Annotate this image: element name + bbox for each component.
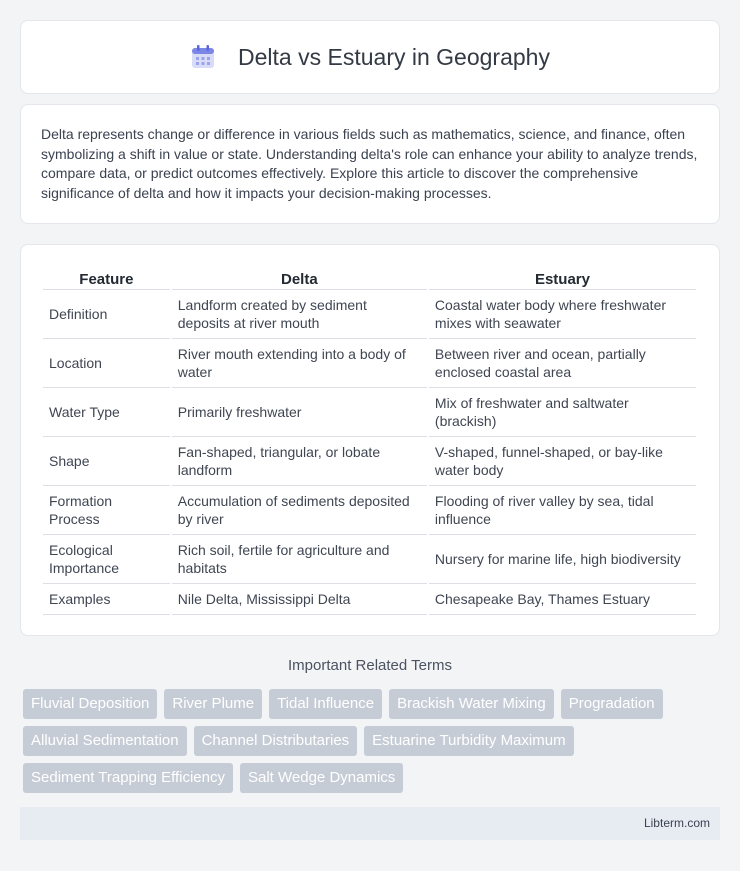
feature-cell: Definition xyxy=(43,290,170,339)
table-row xyxy=(43,290,696,339)
tag-tidal-influence[interactable]: Tidal Influence xyxy=(269,689,382,719)
comparison-table-card xyxy=(20,244,720,636)
table-row xyxy=(43,388,696,437)
delta-cell: Fan-shaped, triangular, or lobate landform xyxy=(172,437,427,486)
table-row xyxy=(43,486,696,535)
delta-cell: Accumulation of sediments deposited by river xyxy=(172,486,427,535)
delta-cell: Primarily freshwater xyxy=(172,388,427,437)
table-header-row xyxy=(43,265,696,290)
feature-cell: Water Type xyxy=(43,388,170,437)
related-terms-title: Important Related Terms xyxy=(288,657,452,674)
feature-cell: Examples xyxy=(43,584,170,615)
estuary-cell: Between river and ocean, partially enclosed coastal area xyxy=(429,339,696,388)
related-terms xyxy=(23,689,723,800)
tag-progradation[interactable]: Progradation xyxy=(561,689,663,719)
table-row xyxy=(43,339,696,388)
estuary-cell: V-shaped, funnel-shaped, or bay-like water body xyxy=(429,437,696,486)
calendar-icon xyxy=(190,44,216,70)
tag-row xyxy=(23,726,723,756)
intro-card xyxy=(20,104,720,224)
footer-link[interactable]: Libterm.com xyxy=(643,816,710,830)
estuary-cell: Flooding of river valley by sea, tidal influence xyxy=(429,486,696,535)
comparison-table xyxy=(41,265,698,615)
page-title: Delta vs Estuary in Geography xyxy=(238,43,550,70)
tag-row xyxy=(23,689,723,719)
estuary-cell: Nursery for marine life, high biodiversity xyxy=(429,535,696,584)
header-delta: Delta xyxy=(172,265,427,290)
feature-cell: Location xyxy=(43,339,170,388)
header-card xyxy=(20,20,720,94)
footer xyxy=(20,807,720,840)
delta-cell: Landform created by sediment deposits at river mouth xyxy=(172,290,427,339)
tag-row xyxy=(23,763,723,793)
intro-text: Delta represents change or difference in various fields such as mathematics, science, and finance, often symbolizing a shift in value or state. Understanding delta's role can enhance your ability to analyze trends, compare data, or predict outcomes effectively. Explore this article to discover the comprehensive significance of delta and how it impacts your decision-making processes. xyxy=(41,126,698,201)
delta-cell: Rich soil, fertile for agriculture and habitats xyxy=(172,535,427,584)
tag-river-plume[interactable]: River Plume xyxy=(164,689,262,719)
table-row xyxy=(43,437,696,486)
feature-cell: Ecological Importance xyxy=(43,535,170,584)
estuary-cell: Chesapeake Bay, Thames Estuary xyxy=(429,584,696,615)
feature-cell: Formation Process xyxy=(43,486,170,535)
delta-cell: River mouth extending into a body of water xyxy=(172,339,427,388)
tag-salt-wedge-dynamics[interactable]: Salt Wedge Dynamics xyxy=(240,763,403,793)
tag-sediment-trapping-efficiency[interactable]: Sediment Trapping Efficiency xyxy=(23,763,233,793)
tag-estuarine-turbidity-maximum[interactable]: Estuarine Turbidity Maximum xyxy=(364,726,573,756)
header-estuary: Estuary xyxy=(429,265,696,290)
table-row xyxy=(43,584,696,615)
tag-alluvial-sedimentation[interactable]: Alluvial Sedimentation xyxy=(23,726,187,756)
estuary-cell: Coastal water body where freshwater mixes with seawater xyxy=(429,290,696,339)
table-row xyxy=(43,535,696,584)
tag-brackish-water-mixing[interactable]: Brackish Water Mixing xyxy=(389,689,554,719)
header-feature: Feature xyxy=(43,265,170,290)
tag-channel-distributaries[interactable]: Channel Distributaries xyxy=(194,726,358,756)
feature-cell: Shape xyxy=(43,437,170,486)
estuary-cell: Mix of freshwater and saltwater (brackish) xyxy=(429,388,696,437)
tag-fluvial-deposition[interactable]: Fluvial Deposition xyxy=(23,689,157,719)
delta-cell: Nile Delta, Mississippi Delta xyxy=(172,584,427,615)
